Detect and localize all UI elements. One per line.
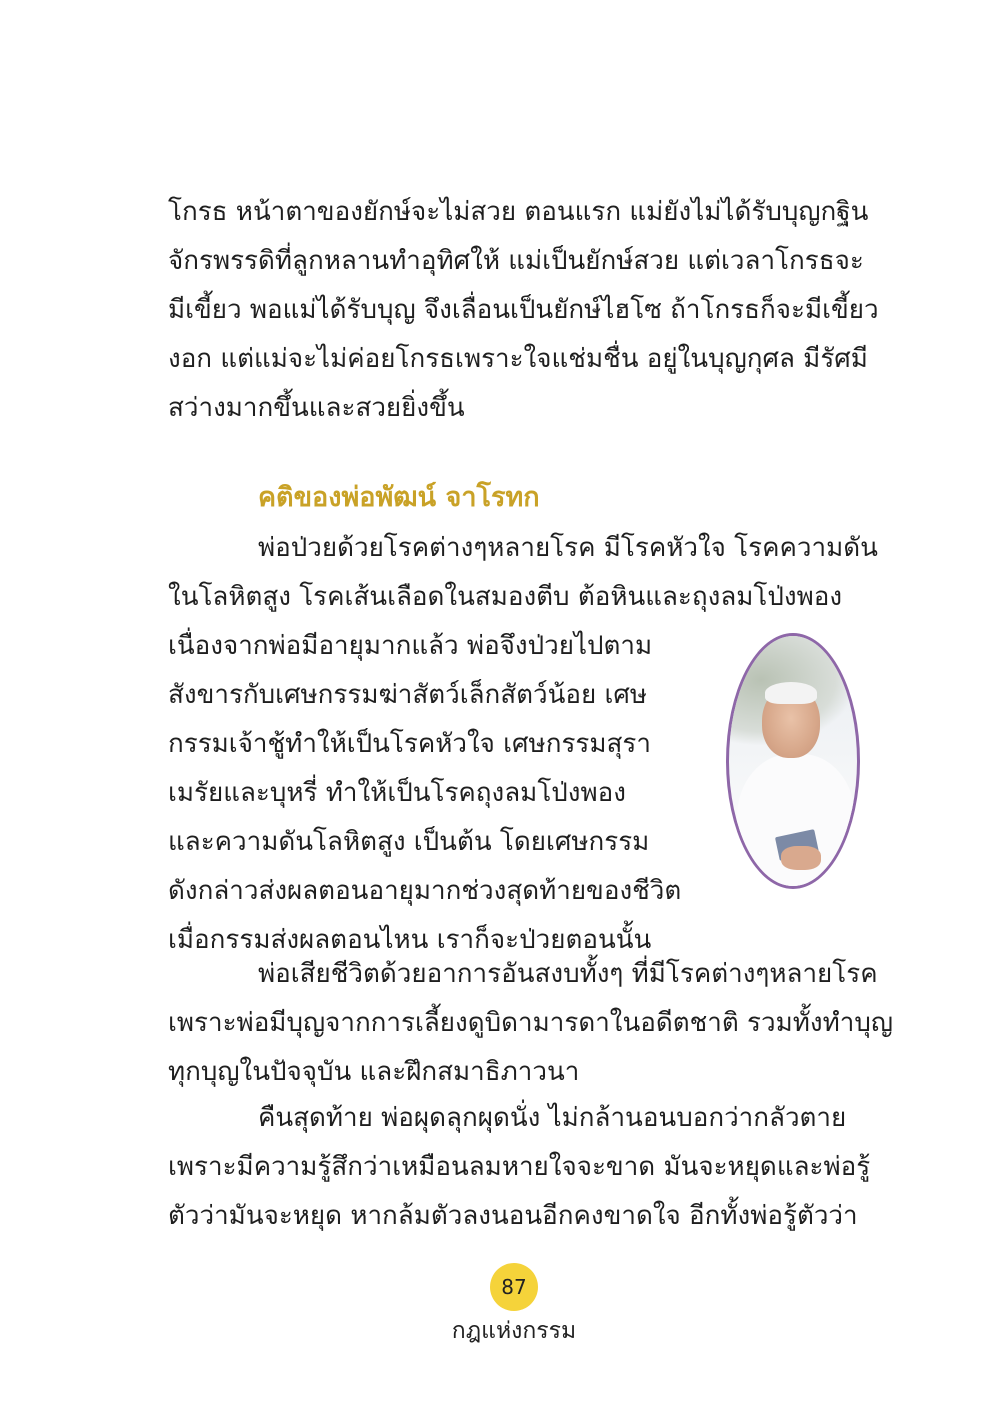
text-line: และความดันโลหิตสูง เป็นต้น โดยเศษกรรม	[168, 827, 650, 857]
text-line: กรรมเจ้าชู้ทำให้เป็นโรคหัวใจ เศษกรรมสุรา	[168, 729, 651, 759]
text-line: คืนสุดท้าย พ่อผุดลุกผุดนั่ง ไม่กล้านอนบอกว่ากลัวตาย	[258, 1103, 847, 1133]
paragraph-intro	[168, 188, 879, 433]
text-line: สังขารกับเศษกรรมฆ่าสัตว์เล็กสัตว์น้อย เศษ	[168, 680, 648, 710]
page-number-badge: 87	[490, 1263, 538, 1311]
text-line: เนื่องจากพ่อมีอายุมากแล้ว พ่อจึงป่วยไปตาม	[168, 631, 653, 661]
section-heading: คติของพ่อพัฒน์ จาโรทก	[258, 482, 540, 513]
text-line: พ่อป่วยด้วยโรคต่างๆหลายโรค มีโรคหัวใจ โรคความดัน	[258, 533, 878, 563]
photo-hair	[765, 682, 817, 704]
paragraph-last-night	[168, 1094, 871, 1241]
text-line: ในโลหิตสูง โรคเส้นเลือดในสมองตีบ ต้อหินและถุงลมโป่งพอง	[168, 582, 843, 612]
text-line: เพราะพ่อมีบุญจากการเลี้ยงดูบิดามารดาในอดีตชาติ รวมทั้งทำบุญ	[168, 1008, 893, 1038]
text-line: ทุกบุญในปัจจุบัน และฝึกสมาธิภาวนา	[168, 1057, 580, 1087]
book-title: กฎแห่งกรรม	[451, 1318, 577, 1344]
text-line: เพราะมีความรู้สึกว่าเหมือนลมหายใจจะขาด มันจะหยุดและพ่อรู้	[168, 1152, 871, 1182]
text-line: เมรัยและบุหรี่ ทำให้เป็นโรคถุงลมโป่งพอง	[168, 778, 626, 808]
text-line: สว่างมากขึ้นและสวยยิ่งขึ้น	[168, 393, 465, 423]
text-line: ดังกล่าวส่งผลตอนอายุมากช่วงสุดท้ายของชีวิต	[168, 876, 682, 906]
text-line: ตัวว่ามันจะหยุด หากล้มตัวลงนอนอีกคงขาดใจ อีกทั้งพ่อรู้ตัวว่า	[168, 1201, 858, 1231]
text-line: จักรพรรดิที่ลูกหลานทำอุทิศให้ แม่เป็นยักษ์สวย แต่เวลาโกรธจะ	[168, 246, 864, 276]
text-line: มีเขี้ยว พอแม่ได้รับบุญ จึงเลื่อนเป็นยักษ์ไฮโซ ถ้าโกรธก็จะมีเขี้ยว	[168, 295, 879, 325]
text-line: เมื่อกรรมส่งผลตอนไหน เราก็จะป่วยตอนนั้น	[168, 925, 652, 955]
portrait-photo	[726, 633, 860, 889]
photo-hand	[781, 846, 821, 870]
text-line: โกรธ หน้าตาของยักษ์จะไม่สวย ตอนแรก แม่ยังไม่ได้รับบุญกฐิน	[168, 197, 869, 227]
paragraph-death	[168, 950, 893, 1097]
text-line: งอก แต่แม่จะไม่ค่อยโกรธเพราะใจแช่มชื่น อยู่ในบุญกุศล มีรัศมี	[168, 344, 868, 374]
text-line: พ่อเสียชีวิตด้วยอาการอันสงบทั้งๆ ที่มีโรคต่างๆหลายโรค	[258, 959, 878, 989]
